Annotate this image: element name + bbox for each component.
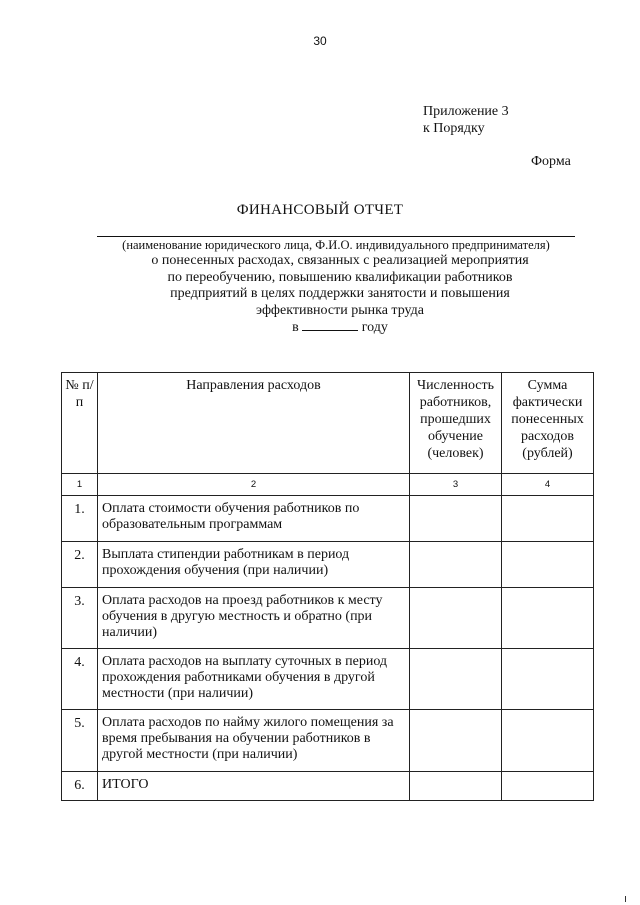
row-number: 3. <box>62 588 98 649</box>
appendix-line-1: Приложение 3 <box>423 104 509 119</box>
table-row <box>62 496 594 542</box>
row-number: 4. <box>62 649 98 710</box>
row-count-cell[interactable] <box>410 710 502 772</box>
table-row <box>62 588 594 649</box>
row-sum-cell[interactable] <box>502 772 594 801</box>
description-line-3: предприятий в целях поддержки занятости и повышения <box>170 286 510 301</box>
description-line-2: по переобучению, повышению квалификации работников <box>167 269 513 285</box>
row-direction: Оплата расходов на проезд работников к месту обучения в другую местность и обратно (при наличии) <box>98 588 410 649</box>
page-number: 30 <box>313 34 327 48</box>
row-sum-cell[interactable] <box>502 542 594 588</box>
report-year-line <box>60 319 620 337</box>
appendix-line-2: к Порядку <box>423 121 485 136</box>
header-employee-count: Численность работников, прошедших обучение (человек) <box>410 373 502 474</box>
row-number: 2. <box>62 542 98 588</box>
header-expense-sum: Сумма фактически понесенных расходов (рублей) <box>502 373 594 474</box>
row-direction: Оплата расходов по найму жилого помещения за время пребывания на обучении работников в другой местности (при наличии) <box>98 710 410 772</box>
table-row-total <box>62 772 594 801</box>
row-direction: Оплата стоимости обучения работников по образовательным программам <box>98 496 410 542</box>
form-label: Форма <box>531 154 571 169</box>
row-number: 5. <box>62 710 98 772</box>
column-number: 1 <box>62 474 98 496</box>
expense-report-table <box>61 372 594 801</box>
row-count-cell[interactable] <box>410 772 502 801</box>
scan-mark <box>625 896 626 902</box>
appendix-note <box>423 103 509 137</box>
document-title: ФИНАНСОВЫЙ ОТЧЕТ <box>236 202 404 218</box>
description-line-4: эффективности рынка труда <box>256 302 424 318</box>
table-header-row <box>62 373 594 474</box>
row-count-cell[interactable] <box>410 588 502 649</box>
column-number: 3 <box>410 474 502 496</box>
row-direction-total: ИТОГО <box>98 772 410 801</box>
table-row <box>62 542 594 588</box>
row-count-cell[interactable] <box>410 496 502 542</box>
row-sum-cell[interactable] <box>502 649 594 710</box>
row-number: 6. <box>62 772 98 801</box>
row-direction: Оплата расходов на выплату суточных в период прохождения работниками обучения в другой местности (при наличии) <box>98 649 410 710</box>
header-number: № п/п <box>62 373 98 474</box>
description-line-1: о понесенных расходах, связанных с реализацией мероприятия <box>151 253 529 268</box>
entity-name-caption: (наименование юридического лица, Ф.И.О. индивидуального предпринимателя) <box>122 238 550 252</box>
entity-name-line <box>97 236 575 237</box>
table-row <box>62 710 594 772</box>
row-number: 1. <box>62 496 98 542</box>
table-row <box>62 649 594 710</box>
year-prefix: в <box>292 320 299 335</box>
report-description <box>60 253 620 337</box>
year-suffix: году <box>361 320 388 335</box>
year-blank-field <box>302 319 358 331</box>
column-number-row <box>62 474 594 496</box>
row-sum-cell[interactable] <box>502 710 594 772</box>
row-count-cell[interactable] <box>410 542 502 588</box>
column-number: 4 <box>502 474 594 496</box>
header-direction: Направления расходов <box>98 373 410 474</box>
row-sum-cell[interactable] <box>502 588 594 649</box>
row-count-cell[interactable] <box>410 649 502 710</box>
column-number: 2 <box>98 474 410 496</box>
row-sum-cell[interactable] <box>502 496 594 542</box>
row-direction: Выплата стипендии работникам в период прохождения обучения (при наличии) <box>98 542 410 588</box>
